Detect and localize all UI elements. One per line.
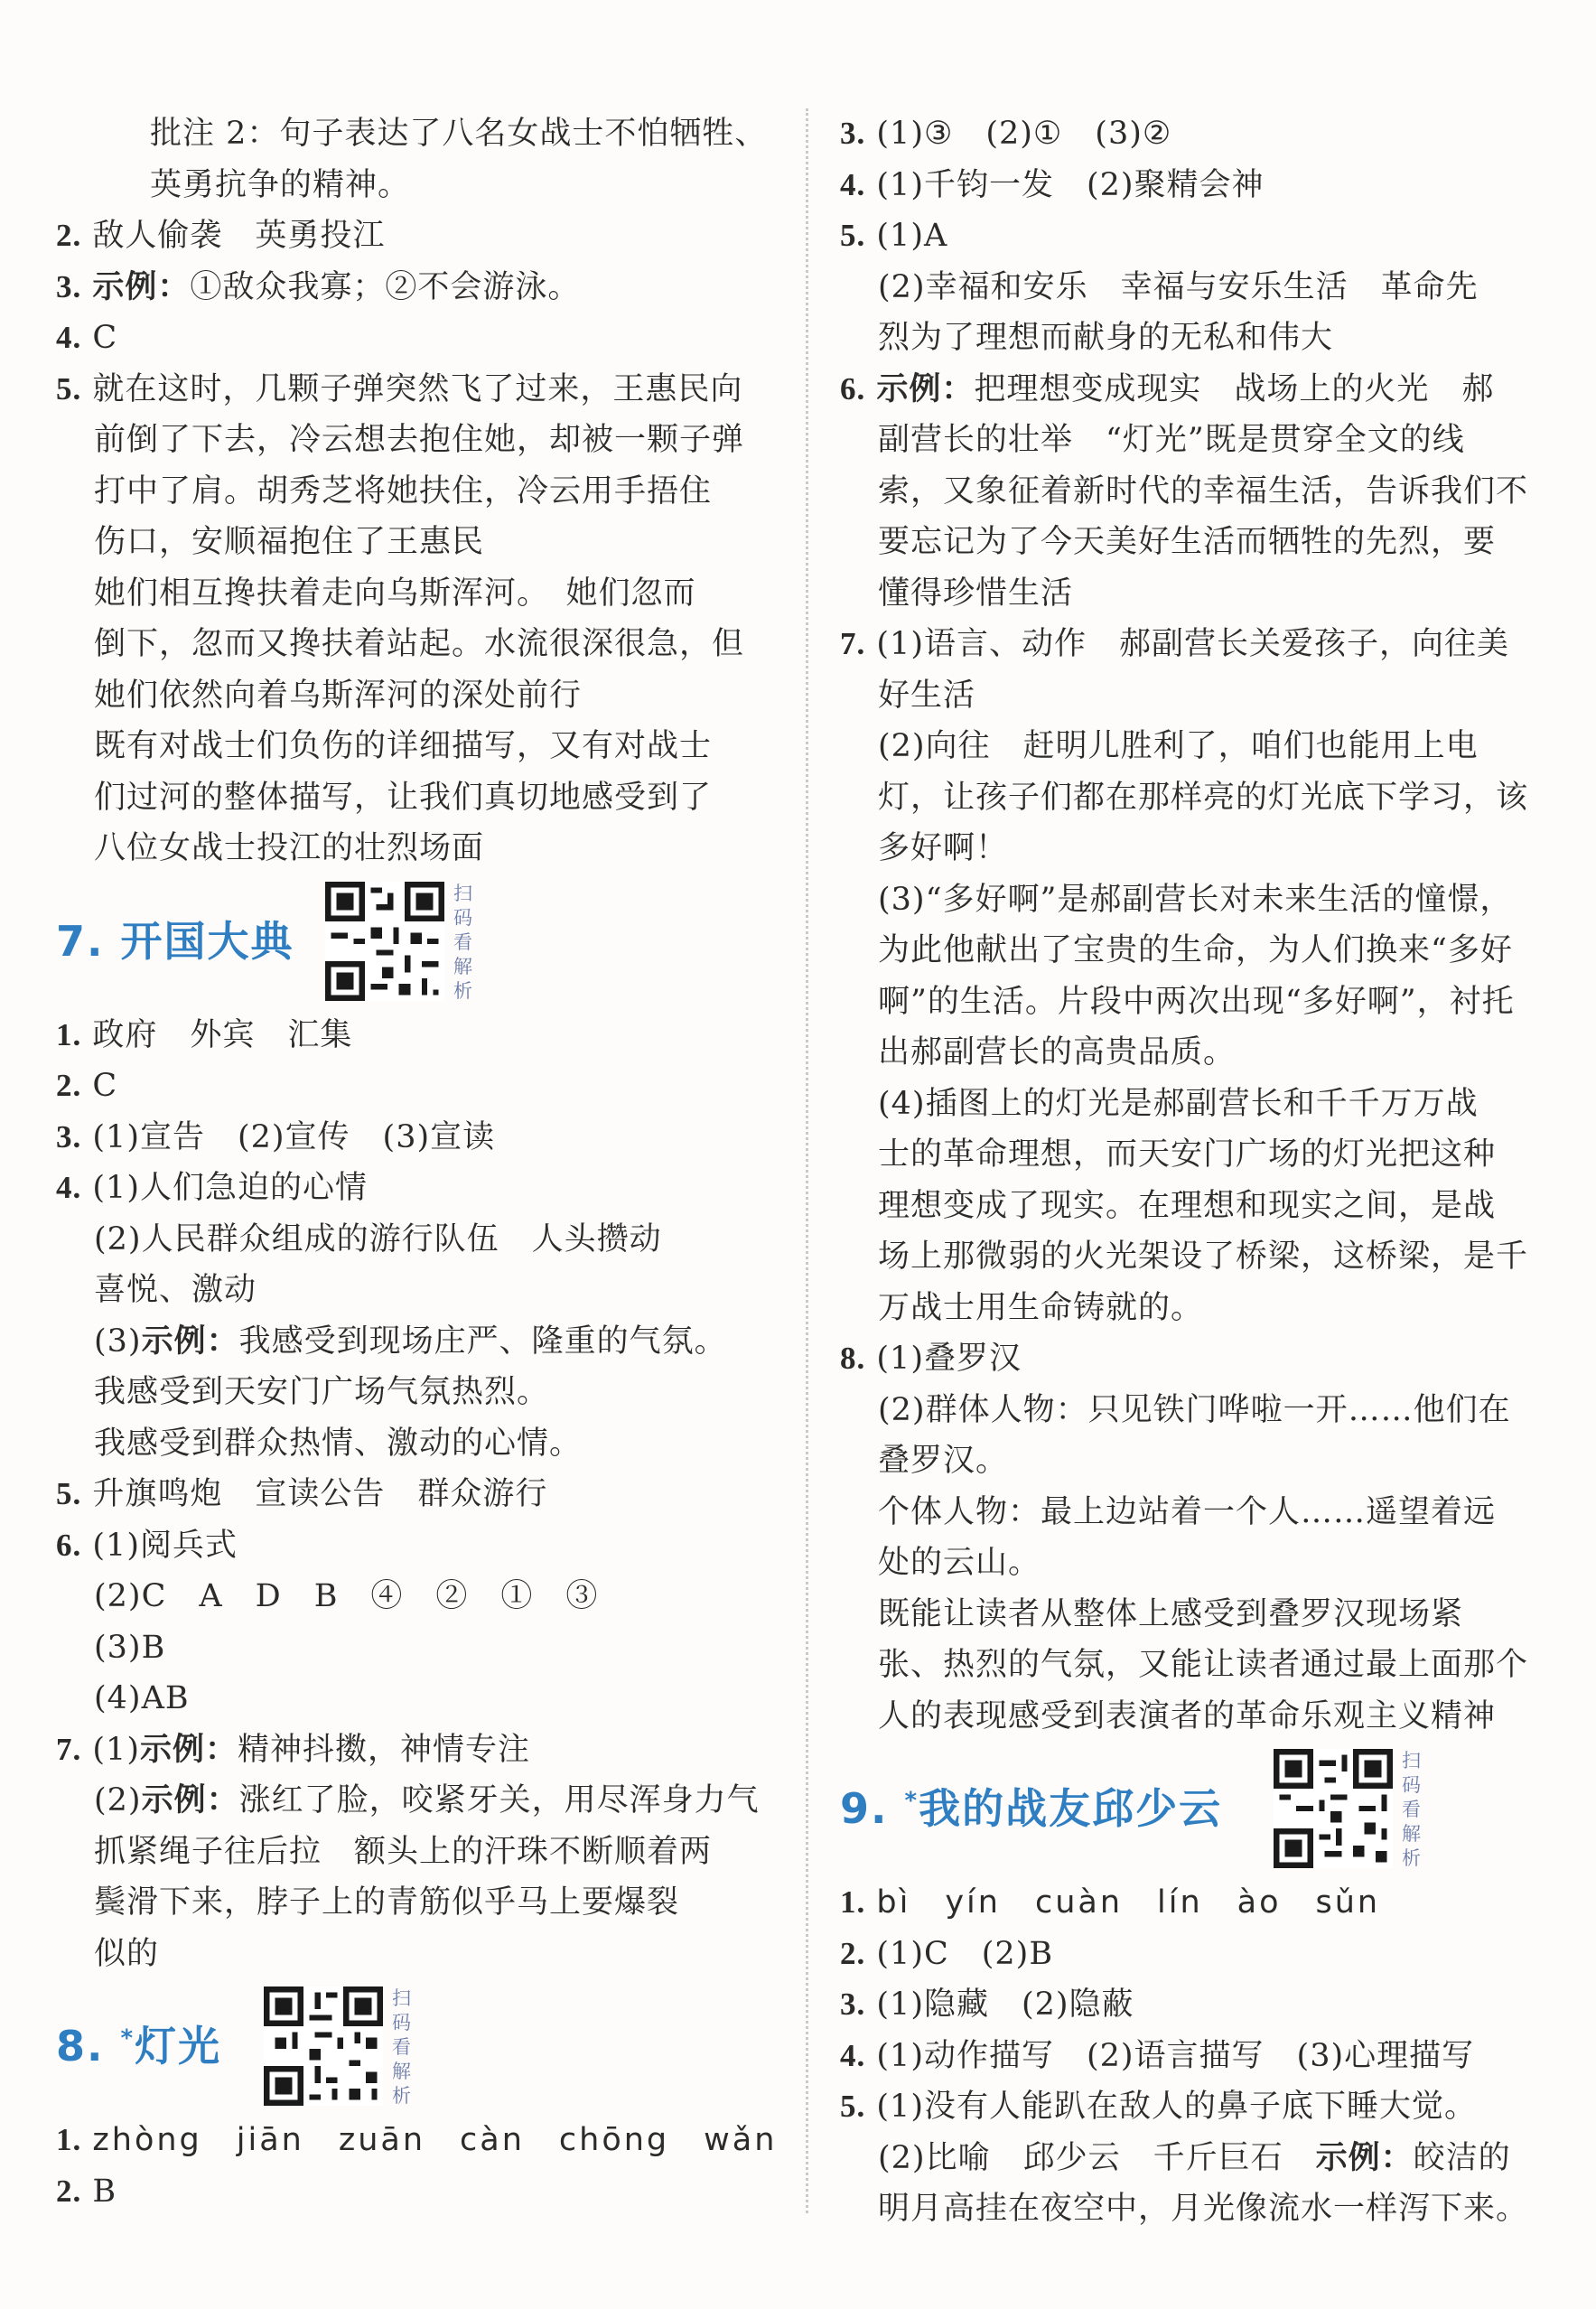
answer-line: 士的革命理想，而天安门广场的灯光把这种 [878,1136,1497,1173]
answer-item: 5. (1)A [840,218,948,254]
answer-line: 万战士用生命铸就的。 [878,1289,1204,1326]
answer-item: 7. (1)示例：精神抖擞，神情专注 [56,1731,530,1768]
answer-line: 处的云山。 [878,1545,1041,1581]
answer-line: 张、热烈的气氛，又能让读者通过最上面那个 [878,1647,1529,1683]
qr-code-icon[interactable] [1274,1749,1393,1868]
answer-line: (2)人民群众组成的游行队伍 人头攒动 [94,1220,662,1257]
answer-line: 懂得珍惜生活 [878,575,1074,612]
answer-item: 3. 示例：①敌众我寡；②不会游泳。 [56,268,581,305]
answer-line: 烈为了理想而献身的无私和伟大 [878,320,1334,356]
answer-line: 场上那微弱的火光架设了桥梁，这桥梁，是千 [878,1239,1529,1275]
scan-hint: 扫 码 看 解 析 [453,882,472,1002]
section-7-header [56,874,779,1010]
answer-line: 啊”的生活。片段中两次出现“多好啊”，衬托 [878,983,1515,1020]
answer-item: 1. 政府 外宾 汇集 [56,1016,353,1053]
answer-line: (2)群体人物：只见铁门哗啦一开……他们在 [878,1391,1511,1428]
column-divider [806,108,808,2213]
answer-line: 人的表现感受到表演者的革命乐观主义精神 [878,1697,1497,1734]
qr-code-icon[interactable] [264,1986,383,2106]
answer-line: (2)比喻 邱少云 千斤巨石 示例：皎洁的 [878,2139,1511,2176]
right-column [840,108,1545,2235]
answer-line: 多好啊！ [878,830,1009,866]
answer-item: 8. (1)叠罗汉 [840,1341,1022,1377]
answer-line: 倒下，忽而又搀扶着站起。水流很深很急，但 [94,626,745,662]
answer-line: (2)C A D B ④ ② ① ③ [94,1578,599,1614]
answer-line: 叠罗汉。 [878,1443,1009,1479]
answer-line: 个体人物：最上边站着一个人……遥望着远 [878,1493,1497,1530]
answer-line: 她们依然向着乌斯浑河的深处前行 [94,677,583,714]
answer-line: 似的 [94,1935,160,1972]
answer-item: 2. B [56,2173,117,2210]
answer-item: 6. 示例：把理想变成现实 战场上的火光 郝 [840,370,1495,407]
scan-hint: 扫 码 看 解 析 [392,1987,411,2107]
answer-line: 前倒了下去，冷云想去抱住她，却被一颗子弹 [94,422,745,458]
qr-code-icon[interactable] [325,882,444,1001]
answer-item: 5. 就在这时，几颗子弹突然飞了过来，王惠民向 [56,370,743,407]
answer-line: 为此他献出了宝贵的生命，为人们换来“多好 [878,932,1513,968]
answer-item: 7. (1)语言、动作 郝副营长关爱孩子，向往美 [840,626,1509,662]
answer-line: 抓紧绳子往后拉 额头上的汗珠不断顺着两 [94,1833,713,1870]
answer-line: (2)向往 赶明儿胜利了，咱们也能用上电 [878,728,1479,764]
answer-line: 我感受到群众热情、激动的心情。 [94,1425,583,1462]
answer-item: 4. (1)人们急迫的心情 [56,1170,368,1206]
answer-line: 索，又象征着新时代的幸福生活，告诉我们不 [878,472,1529,509]
answer-line: 明月高挂在夜空中，月光像流水一样泻下来。 [878,2191,1529,2227]
answer-item: 5. 升旗鸣炮 宣读公告 群众游行 [56,1476,548,1512]
section-8-header [56,1979,779,2115]
answer-line: 鬓滑下来，脖子上的青筋似乎马上要爆裂 [94,1884,680,1921]
answer-line: 灯，让孩子们都在那样亮的灯光底下学习，该 [878,779,1529,816]
answer-line: 既有对战士们负伤的详细描写，又有对战士 [94,728,713,764]
answer-line: 理想变成了现实。在理想和现实之间，是战 [878,1187,1497,1224]
answer-item: 4. (1)动作描写 (2)语言描写 (3)心理描写 [840,2037,1475,2074]
answer-line: 八位女战士投江的壮烈场面 [94,830,485,866]
section-9-header [840,1742,1545,1877]
section-title: 8. *灯光 [56,2022,222,2071]
answer-line: 要忘记为了今天美好生活而牺牲的先烈，要 [878,524,1497,560]
section-title: 9. *我的战友邱少云 [840,1784,1223,1833]
answer-item: 5. (1)没有人能趴在敌人的鼻子底下睡大觉。 [840,2089,1477,2125]
answer-line: 出郝副营长的高贵品质。 [878,1034,1237,1070]
answer-line: 喜悦、激动 [94,1272,257,1308]
answer-line: (2)幸福和安乐 幸福与安乐生活 革命先 [878,268,1479,305]
answer-item: 2. (1)C (2)B [840,1935,1054,1972]
answer-line: 们过河的整体描写，让我们真切地感受到了 [94,779,713,816]
answer-line: (4)AB [94,1680,190,1716]
answer-line: (3)B [94,1629,166,1666]
answer-item: 4. C [56,320,118,356]
answer-line: 我感受到天安门广场气氛热烈。 [94,1374,550,1410]
answer-item: 1. zhòng jiān zuān càn chōng wǎn [56,2122,778,2158]
answer-line: 伤口，安顺福抱住了王惠民 [94,524,485,560]
answer-item: 3. (1)③ (2)① (3)② [840,116,1172,152]
scan-hint: 扫 码 看 解 析 [1402,1750,1421,1869]
answer-line: (4)插图上的灯光是郝副营长和千千万万战 [878,1085,1479,1122]
answer-item: 4. (1)千钧一发 (2)聚精会神 [840,166,1265,203]
answer-item: 2. 敌人偷袭 英勇投江 [56,218,386,254]
answer-line: (2)示例：涨红了脸，咬紧牙关，用尽浑身力气 [94,1782,760,1818]
left-column [56,108,779,2217]
answer-line: 她们相互搀扶着走向乌斯浑河。 她们忽而 [94,575,696,612]
section-title: 7. 开国大典 [56,916,294,966]
answer-line: 好生活 [878,677,976,714]
answer-line: (3)示例：我感受到现场庄严、隆重的气氛。 [94,1323,727,1360]
answer-item: 3. (1)宣告 (2)宣传 (3)宣读 [56,1118,496,1155]
answer-item: 3. (1)隐藏 (2)隐蔽 [840,1986,1134,2023]
answer-line: 既能让读者从整体上感受到叠罗汉现场紧 [878,1595,1464,1632]
answer-item: 1. bì yín cuàn lín ào sǔn [840,1884,1381,1921]
annotation-line: 批注 2：句子表达了八名女战士不怕牺牲、 [150,116,768,152]
annotation-line: 英勇抗争的精神。 [150,166,411,203]
answer-line: 副营长的壮举 “灯光”既是贯穿全文的线 [878,422,1465,458]
answer-line: (3)“多好啊”是郝副营长对未来生活的憧憬， [878,881,1513,918]
answer-item: 6. (1)阅兵式 [56,1527,238,1564]
answer-item: 2. C [56,1068,118,1104]
answer-line: 打中了肩。胡秀芝将她扶住，冷云用手捂住 [94,472,713,509]
